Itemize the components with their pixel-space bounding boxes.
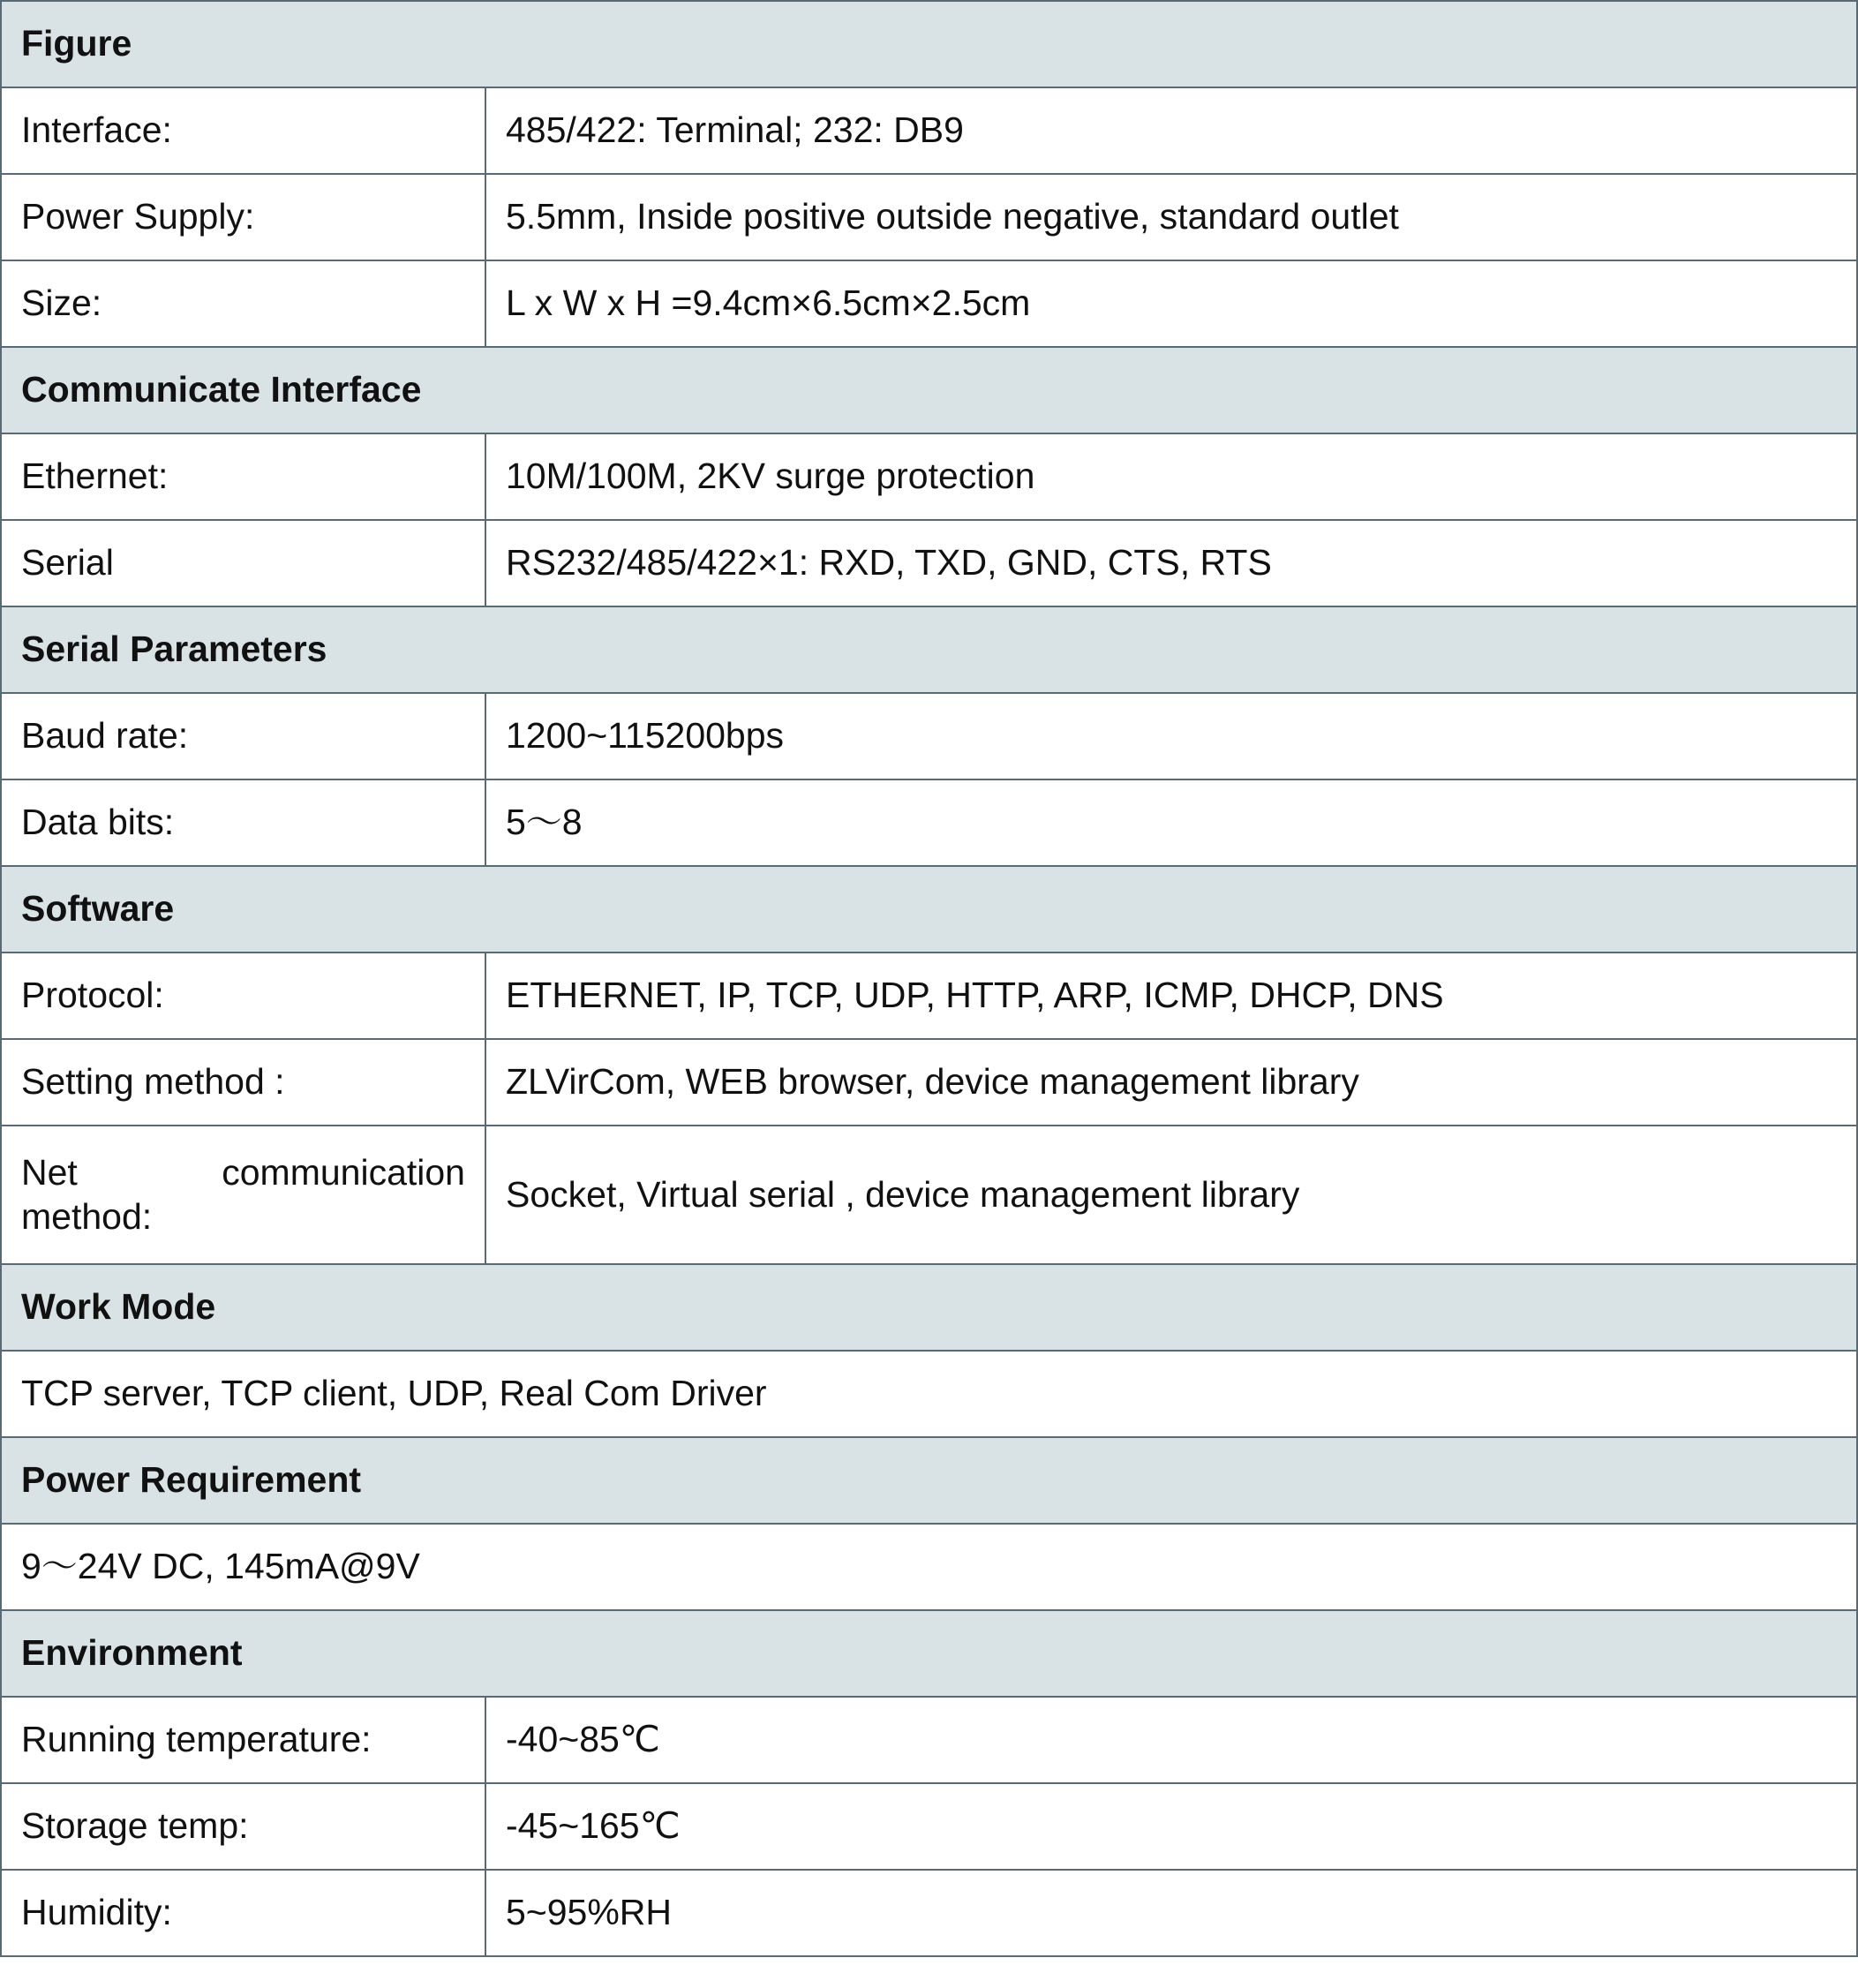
row-label: Size: — [1, 260, 485, 347]
section-title: Serial Parameters — [1, 606, 1857, 693]
row-value: Socket, Virtual serial , device management library — [485, 1126, 1857, 1264]
row-value: 5.5mm, Inside positive outside negative, standard outlet — [485, 174, 1857, 260]
row-label: Net communication method: — [1, 1126, 485, 1264]
section-header-software — [1, 866, 1857, 953]
table-row — [1, 1039, 1857, 1126]
row-value: 10M/100M, 2KV surge protection — [485, 433, 1857, 520]
row-value: -40~85℃ — [485, 1697, 1857, 1783]
row-label: Interface: — [1, 87, 485, 174]
table-row — [1, 260, 1857, 347]
table-row — [1, 1783, 1857, 1870]
row-value: 1200~115200bps — [485, 693, 1857, 779]
row-value: -45~165℃ — [485, 1783, 1857, 1870]
row-label: Setting method : — [1, 1039, 485, 1126]
row-value: 9～24V DC, 145mA@9V — [1, 1524, 1857, 1610]
row-label: Protocol: — [1, 953, 485, 1039]
row-value: TCP server, TCP client, UDP, Real Com Driver — [1, 1351, 1857, 1437]
section-header-figure — [1, 1, 1857, 87]
row-label: Storage temp: — [1, 1783, 485, 1870]
section-header-environment — [1, 1610, 1857, 1697]
section-title: Environment — [1, 1610, 1857, 1697]
table-row — [1, 1351, 1857, 1437]
row-label: Serial — [1, 520, 485, 606]
section-header-power-requirement — [1, 1437, 1857, 1524]
table-row — [1, 520, 1857, 606]
row-label: Humidity: — [1, 1870, 485, 1956]
row-label: Baud rate: — [1, 693, 485, 779]
section-title: Work Mode — [1, 1264, 1857, 1351]
row-value: ZLVirCom, WEB browser, device management library — [485, 1039, 1857, 1126]
section-title: Figure — [1, 1, 1857, 87]
table-row — [1, 174, 1857, 260]
section-title: Software — [1, 866, 1857, 953]
table-row — [1, 779, 1857, 866]
table-row — [1, 953, 1857, 1039]
table-row — [1, 1697, 1857, 1783]
row-value: ETHERNET, IP, TCP, UDP, HTTP, ARP, ICMP, DHCP, DNS — [485, 953, 1857, 1039]
table-row — [1, 1126, 1857, 1264]
table-row — [1, 1524, 1857, 1610]
table-row — [1, 87, 1857, 174]
row-value: 5～8 — [485, 779, 1857, 866]
row-value: RS232/485/422×1: RXD, TXD, GND, CTS, RTS — [485, 520, 1857, 606]
section-title: Power Requirement — [1, 1437, 1857, 1524]
row-label: Ethernet: — [1, 433, 485, 520]
table-row — [1, 1870, 1857, 1956]
row-value: 485/422: Terminal; 232: DB9 — [485, 87, 1857, 174]
row-value: 5~95%RH — [485, 1870, 1857, 1956]
section-header-work-mode — [1, 1264, 1857, 1351]
row-label: Power Supply: — [1, 174, 485, 260]
table-row — [1, 693, 1857, 779]
row-label: Data bits: — [1, 779, 485, 866]
row-label: Running temperature: — [1, 1697, 485, 1783]
section-header-serial-parameters — [1, 606, 1857, 693]
section-header-communicate-interface — [1, 347, 1857, 433]
table-row — [1, 433, 1857, 520]
section-title: Communicate Interface — [1, 347, 1857, 433]
row-value: L x W x H =9.4cm×6.5cm×2.5cm — [485, 260, 1857, 347]
